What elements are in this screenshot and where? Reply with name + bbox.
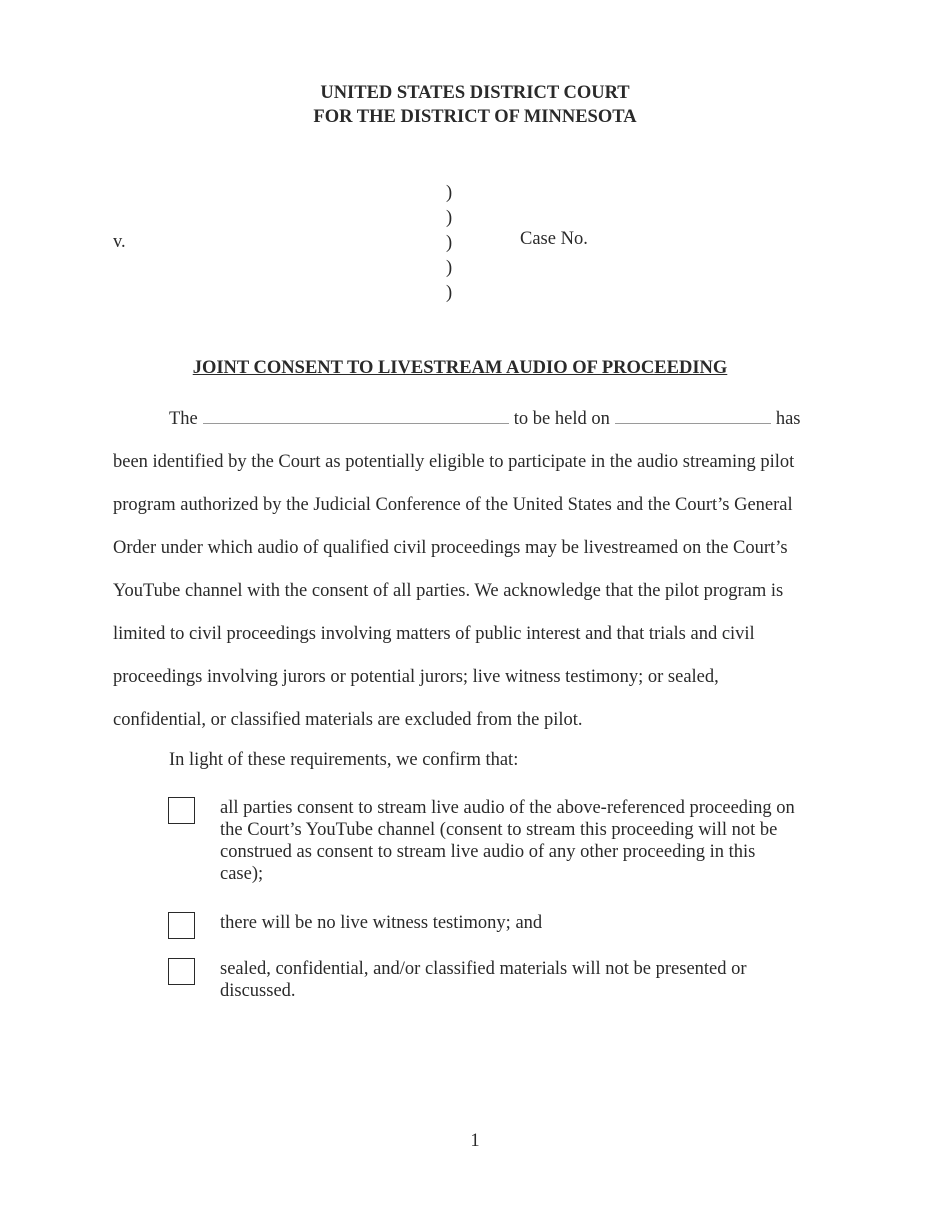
- checklist-line: case);: [220, 864, 264, 884]
- document-title: JOINT CONSENT TO LIVESTREAM AUDIO OF PROCEEDING: [192, 358, 728, 378]
- court-district-line: FOR THE DISTRICT OF MINNESOTA: [313, 107, 637, 127]
- paragraph-line: YouTube channel with the consent of all parties. We acknowledge that the pilot program is: [113, 581, 784, 601]
- caption-versus: v.: [113, 232, 126, 252]
- paragraph-line: been identified by the Court as potentially eligible to participate in the audio streaming pilot: [113, 452, 795, 472]
- checklist-line: discussed.: [220, 981, 296, 1001]
- checklist-line: sealed, confidential, and/or classified materials will not be presented or: [220, 959, 747, 979]
- court-header: [0, 81, 950, 129]
- checklist-line: all parties consent to stream live audio of the above-referenced proceeding on: [220, 798, 795, 818]
- confirm-intro: In light of these requirements, we confirm that:: [169, 750, 519, 770]
- paragraph-line: limited to civil proceedings involving matters of public interest and that trials and civil: [113, 624, 755, 644]
- paragraph-line: program authorized by the Judicial Conference of the United States and the Court’s General: [113, 495, 793, 515]
- no-witness-checkbox[interactable]: [168, 912, 195, 939]
- court-name-line: UNITED STATES DISTRICT COURT: [320, 83, 630, 103]
- paragraph-line: Order under which audio of qualified civil proceedings may be livestreamed on the Court’s: [113, 538, 788, 558]
- checklist-item-text: [220, 958, 810, 1002]
- paragraph-has: has: [775, 409, 801, 429]
- paragraph-first-line: [113, 398, 805, 441]
- caption-paren: ): [446, 208, 453, 228]
- checklist-item-text: [220, 797, 810, 885]
- consent-checkbox[interactable]: [168, 797, 195, 824]
- caption-paren: ): [446, 283, 453, 303]
- paragraph-the: The: [169, 409, 198, 429]
- proceeding-name-blank[interactable]: [203, 405, 509, 424]
- checklist-line: the Court’s YouTube channel (consent to stream this proceeding will not be: [220, 820, 778, 840]
- caption-paren: ): [446, 233, 453, 253]
- checklist-line: there will be no live witness testimony; and: [220, 913, 543, 933]
- paragraph-to-be-held-on: to be held on: [513, 409, 610, 429]
- paragraph-line: confidential, or classified materials are excluded from the pilot.: [113, 710, 583, 730]
- proceeding-date-blank[interactable]: [615, 405, 771, 424]
- paragraph-line: proceedings involving jurors or potential jurors; live witness testimony; or sealed,: [113, 667, 719, 687]
- sealed-materials-checkbox[interactable]: [168, 958, 195, 985]
- caption-paren: ): [446, 183, 453, 203]
- checklist-line: construed as consent to stream live audio of any other proceeding in this: [220, 842, 756, 862]
- case-number-label: Case No.: [520, 229, 588, 249]
- caption-paren: ): [446, 258, 453, 278]
- page-number: 1: [470, 1131, 480, 1151]
- caption-parentheses: [446, 181, 452, 306]
- checklist-item-text: [220, 912, 810, 934]
- consent-paragraph: [113, 398, 805, 742]
